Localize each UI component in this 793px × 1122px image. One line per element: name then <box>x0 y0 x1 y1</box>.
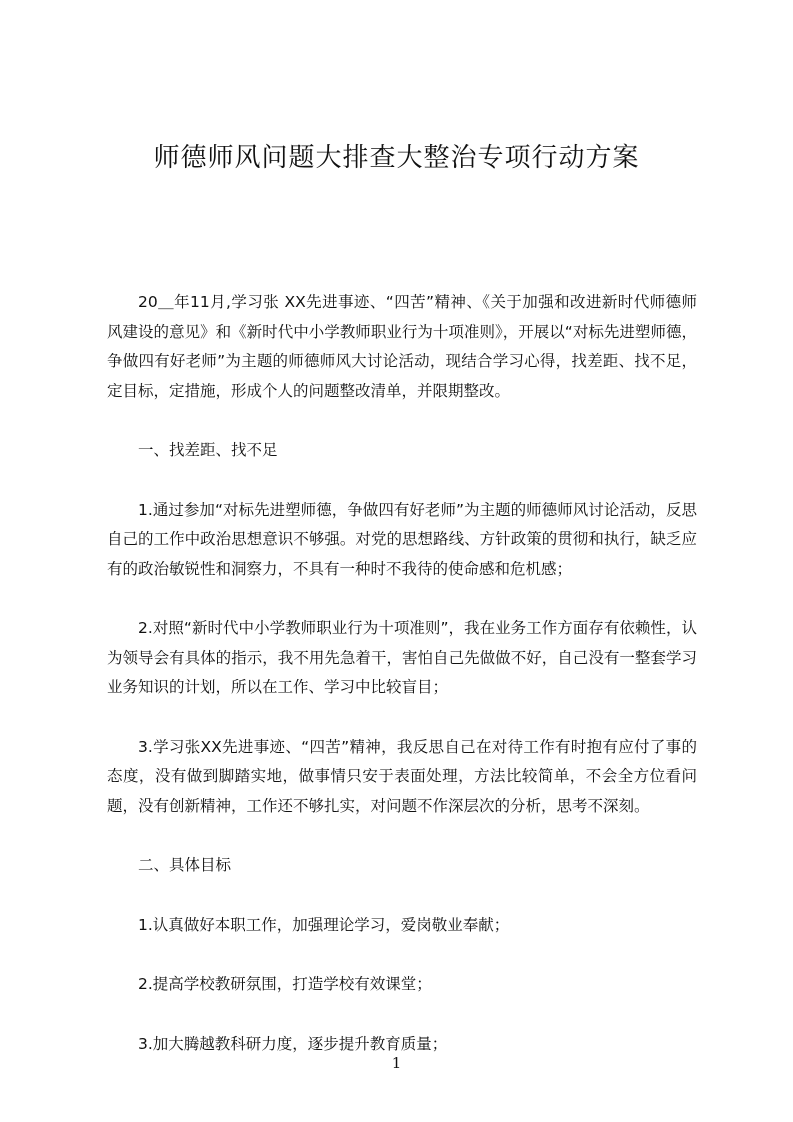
document-body <box>107 288 697 1089</box>
goal-item-3: 3.加大腾越教科研力度，逐步提升教育质量； <box>138 1034 448 1053</box>
goal-item-2: 2.提高学校教研氛围，打造学校有效课堂； <box>138 975 432 993</box>
gap-item-3: 3.学习张XX先进事迹、“四苦”精神，我反思自己在对待工作有时抱有应付了事的态度，没有做到脚踏实地，做事情只安于表面处理，方法比较简单，不会全方位看问题，没有创新精神，工作还不够扎实，对问题不作深层次的分析，思考不深刻。 <box>107 737 697 815</box>
intro-paragraph: 20＿年11月,学习张 XX先进事迹、“四苦”精神、《关于加强和改进新时代师德师风建设的意见》和《新时代中小学教师职业行为十项准则》，开展以“对标先进塑师德，争做四有好老师”为主题的师德师风大讨论活动，现结合学习心得，找差距、找不足，定目标，定措施，形成个人的问题整改清单，并限期整改。 <box>107 293 697 400</box>
goal-item-1: 1.认真做好本职工作，加强理论学习，爱岗敬业奉献； <box>138 915 510 934</box>
page-number: 1 <box>391 1054 402 1072</box>
section-heading-gaps: 一、找差距、找不足 <box>138 441 278 459</box>
gap-item-2: 2.对照“新时代中小学教师职业行为十项准则”，我在业务工作方面存有依赖性，认为领导会有具体的指示，我不用先急着干，害怕自己先做做不好，自己没有一整套学习业务知识的计划，所以在工作、学习中比较盲目； <box>107 619 697 696</box>
section-heading-goals: 二、具体目标 <box>138 856 232 874</box>
document-title: 师德师风问题大排查大整治专项行动方案 <box>153 143 640 173</box>
gap-item-1: 1.通过参加“对标先进塑师德，争做四有好老师”为主题的师德师风讨论活动，反思自己的工作中政治思想意识不够强。对党的思想路线、方针政策的贯彻和执行，缺乏应有的政治敏锐性和洞察力，不具有一种时不我待的使命感和危机感； <box>107 500 697 578</box>
